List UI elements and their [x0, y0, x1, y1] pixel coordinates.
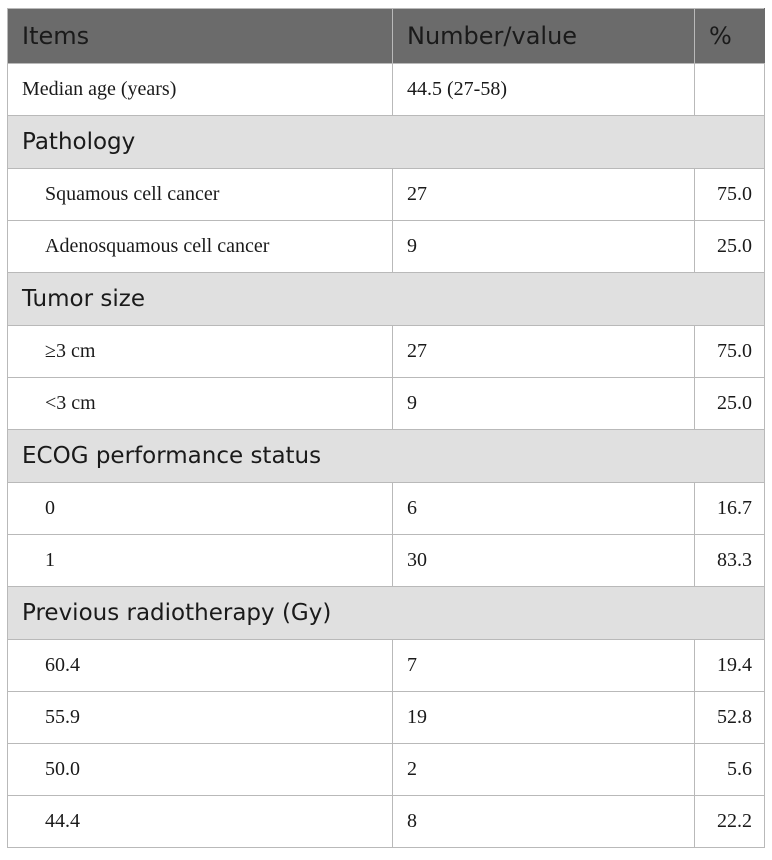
row-percent: 75.0 — [695, 169, 765, 221]
table-row — [8, 64, 765, 116]
row-label: 44.4 — [8, 796, 393, 848]
row-value: 30 — [393, 535, 695, 587]
row-value: 44.5 (27-58) — [393, 64, 695, 116]
row-value: 7 — [393, 640, 695, 692]
row-label: Squamous cell cancer — [8, 169, 393, 221]
row-value: 8 — [393, 796, 695, 848]
row-label: 0 — [8, 483, 393, 535]
table-row — [8, 169, 765, 221]
row-percent: 16.7 — [695, 483, 765, 535]
header-items: Items — [8, 9, 393, 64]
header-row — [8, 9, 765, 64]
table-row — [8, 326, 765, 378]
section-row — [8, 430, 765, 483]
table-row — [8, 378, 765, 430]
header-percent: % — [695, 9, 765, 64]
row-percent: 19.4 — [695, 640, 765, 692]
table-row — [8, 692, 765, 744]
row-value: 2 — [393, 744, 695, 796]
row-value: 27 — [393, 169, 695, 221]
section-row — [8, 273, 765, 326]
section-title: Previous radiotherapy (Gy) — [8, 587, 765, 640]
row-value: 19 — [393, 692, 695, 744]
row-percent: 22.2 — [695, 796, 765, 848]
table-row — [8, 796, 765, 848]
row-label: 50.0 — [8, 744, 393, 796]
row-percent: 5.6 — [695, 744, 765, 796]
row-value: 9 — [393, 221, 695, 273]
row-label: <3 cm — [8, 378, 393, 430]
row-value: 9 — [393, 378, 695, 430]
section-title: Tumor size — [8, 273, 765, 326]
row-label: Adenosquamous cell cancer — [8, 221, 393, 273]
row-percent: 75.0 — [695, 326, 765, 378]
row-label: 1 — [8, 535, 393, 587]
row-percent — [695, 64, 765, 116]
row-label: 55.9 — [8, 692, 393, 744]
table-row — [8, 535, 765, 587]
section-title: Pathology — [8, 116, 765, 169]
section-row — [8, 587, 765, 640]
patient-characteristics-table — [7, 8, 765, 848]
table-row — [8, 221, 765, 273]
row-percent: 52.8 — [695, 692, 765, 744]
row-percent: 25.0 — [695, 378, 765, 430]
row-label: Median age (years) — [8, 64, 393, 116]
row-value: 6 — [393, 483, 695, 535]
table-row — [8, 744, 765, 796]
row-label: 60.4 — [8, 640, 393, 692]
row-value: 27 — [393, 326, 695, 378]
section-row — [8, 116, 765, 169]
table-row — [8, 640, 765, 692]
row-percent: 83.3 — [695, 535, 765, 587]
table-body — [8, 64, 765, 848]
table-row — [8, 483, 765, 535]
section-title: ECOG performance status — [8, 430, 765, 483]
row-percent: 25.0 — [695, 221, 765, 273]
header-number-value: Number/value — [393, 9, 695, 64]
row-label: ≥3 cm — [8, 326, 393, 378]
